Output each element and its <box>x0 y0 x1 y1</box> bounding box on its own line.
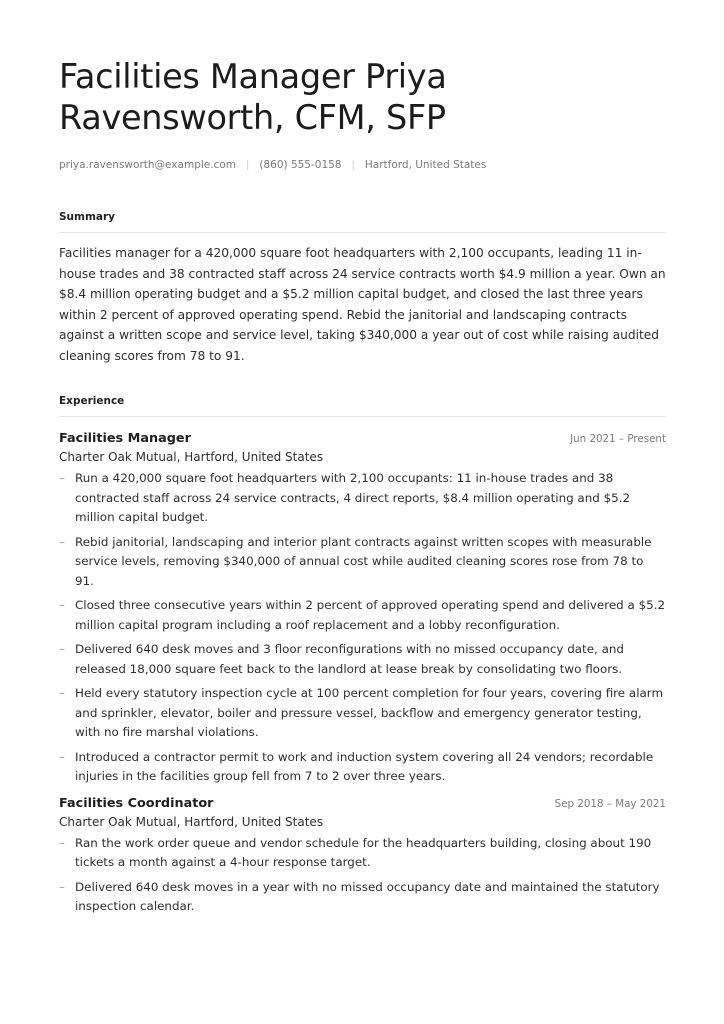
dash-bullet-icon: – <box>59 471 65 485</box>
list-item <box>59 834 666 873</box>
bullet-text: Delivered 640 desk moves in a year with no missed occupancy date and maintained the statutory inspection calendar. <box>75 879 660 913</box>
job-dates: Sep 2018 – May 2021 <box>554 797 666 810</box>
contact-separator: | <box>246 159 250 171</box>
location: Hartford, United States <box>364 159 487 171</box>
job-entry <box>59 431 666 787</box>
job-organization: Charter Oak Mutual, Hartford, United States <box>59 450 324 464</box>
list-item <box>59 748 666 787</box>
job-bullets <box>59 834 666 917</box>
bullet-text: Closed three consecutive years within 2 percent of approved operating spend and delivered a $5.2 million capital program including a roof replacement and a lobby reconfiguration. <box>75 598 666 632</box>
list-item <box>59 640 666 679</box>
email-link[interactable]: priya.ravensworth@example.com <box>59 159 236 171</box>
dash-bullet-icon: – <box>59 534 65 549</box>
phone-number: (860) 555-0158 <box>259 159 342 171</box>
dash-bullet-icon: – <box>59 749 65 764</box>
list-item <box>59 596 666 635</box>
list-item <box>59 878 666 917</box>
resume-page <box>59 0 666 922</box>
job-title: Facilities Manager <box>59 431 191 446</box>
bullet-text: Introduced a contractor permit to work and induction system covering all 24 vendors; recordable injuries in the facilities group fell from 7 to 2 over three years. <box>75 749 654 783</box>
job-dates: Jun 2021 – Present <box>570 433 666 445</box>
job-entry <box>59 796 666 917</box>
job-bullets <box>59 469 666 787</box>
contact-line <box>59 159 666 171</box>
bullet-text: Run a 420,000 square foot headquarters with 2,100 occupants: 11 in-house trades and 38 contracted staff across 24 service contracts, 4 direct reports, $8.4 million operating and $5.2 million capital budget. <box>75 471 631 524</box>
bullet-text: Rebid janitorial, landscaping and interior plant contracts against written scopes with measurable service levels, removing $340,000 of annual cost while audited cleaning scores rose from 78 to 91. <box>75 534 652 588</box>
dash-bullet-icon: – <box>59 879 65 894</box>
list-item <box>59 533 666 592</box>
job-organization: Charter Oak Mutual, Hartford, United States <box>59 814 324 829</box>
dash-bullet-icon: – <box>59 835 65 850</box>
bullet-text: Delivered 640 desk moves and 3 floor reconfigurations with no missed occupancy date, and released 18,000 square feet back to the landlord at lease break by consolidating two floors. <box>75 642 624 676</box>
dash-bullet-icon: – <box>59 686 65 700</box>
list-item <box>59 684 666 743</box>
dash-bullet-icon: – <box>59 598 65 612</box>
dash-bullet-icon: – <box>59 642 65 656</box>
list-item <box>59 469 666 528</box>
contact-separator: | <box>351 159 355 171</box>
summary-heading: Summary <box>59 211 666 233</box>
summary-text: Facilities manager for a 420,000 square foot headquarters with 2,100 occupants, leading 11 in-house trades and 38 contracted staff across 24 service contracts worth $4.9 million a year. Own an $8.4 million operating budget and a $5.2 million capital budget, and closed the last three years within 2 percent of approved operating spend. Rebid the janitorial and landscaping contracts against a written scope and service level, taking $340,000 a year out of cost while raising audited cleaning scores from 78 to 91. <box>59 246 666 363</box>
bullet-text: Held every statutory inspection cycle at 100 percent completion for four years, covering fire alarm and sprinkler, elevator, boiler and pressure vessel, backflow and emergency generator testing, with no fire marshal violations. <box>75 686 664 739</box>
experience-heading: Experience <box>59 395 666 417</box>
candidate-name: Facilities Manager Priya Ravensworth, CFM, SFP <box>59 57 447 137</box>
job-title: Facilities Coordinator <box>59 795 214 811</box>
bullet-text: Ran the work order queue and vendor schedule for the headquarters building, closing about 190 tickets a month against a 4-hour response target. <box>75 835 652 869</box>
